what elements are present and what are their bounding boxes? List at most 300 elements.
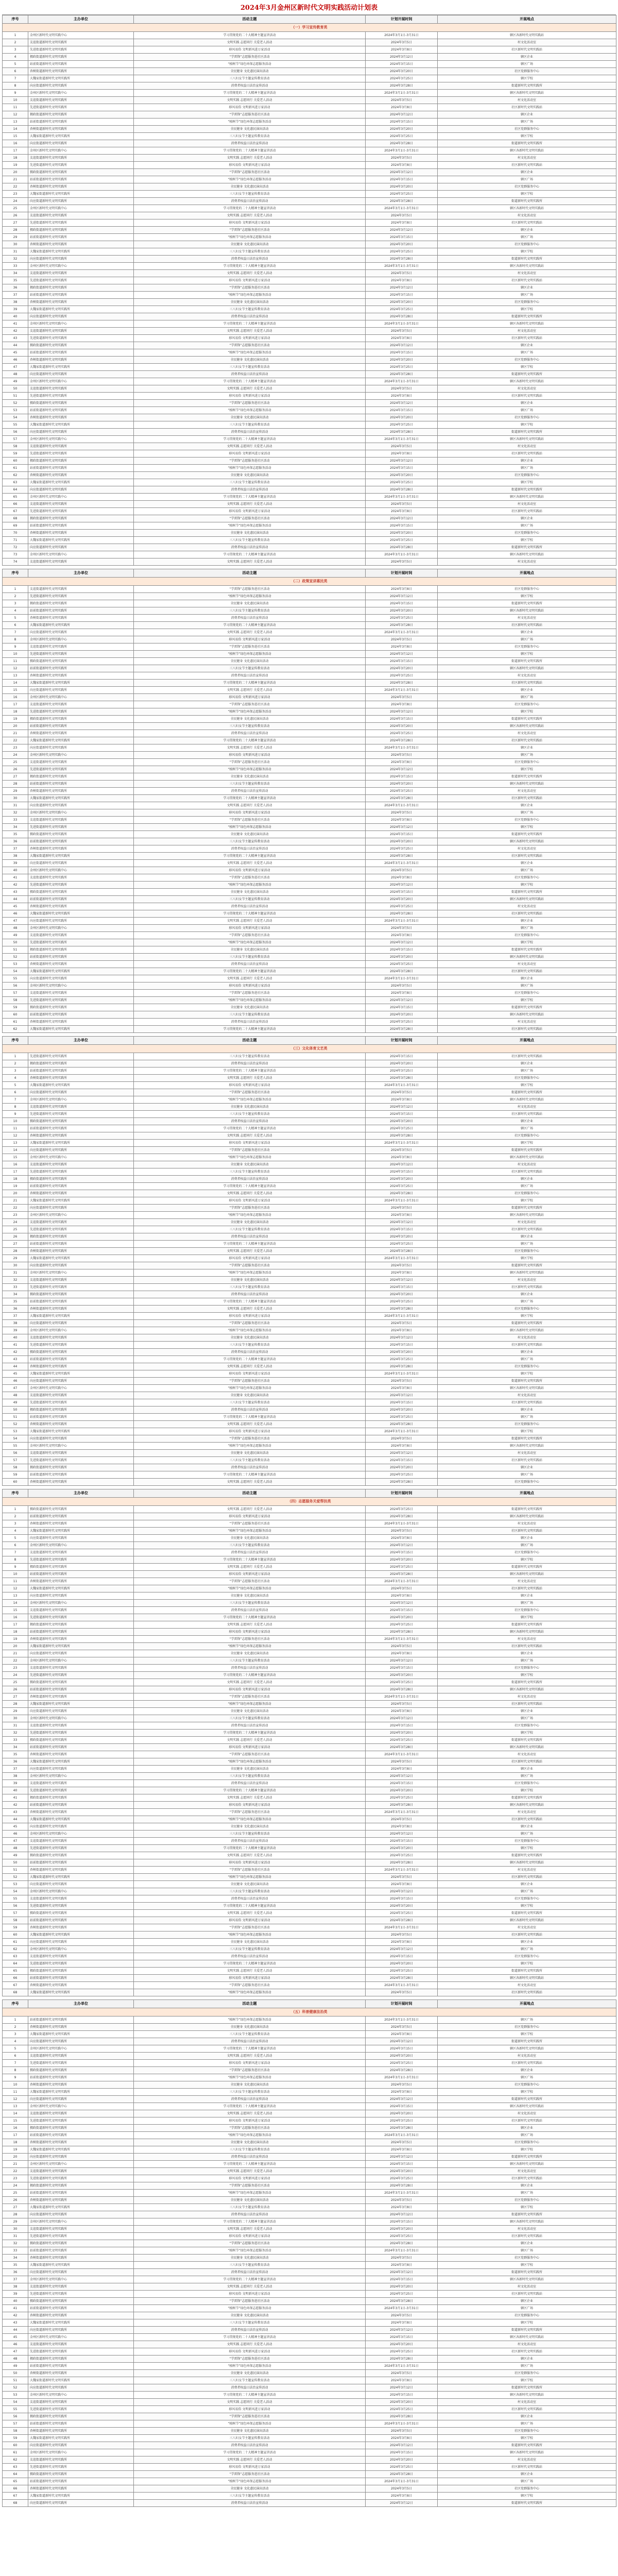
table-row xyxy=(3,1284,616,1291)
cell-place: 辖区学校 xyxy=(438,1082,616,1089)
cell-no: 43 xyxy=(3,1809,28,1816)
cell-no: 58 xyxy=(3,1917,28,1924)
cell-time: 2024年3月28日 xyxy=(366,2298,438,2305)
cell-unit: 金州区新时代文明实践中心 xyxy=(28,90,134,97)
cell-topic: 学习贯彻党的二十大精神主题宣讲活动 xyxy=(134,853,366,860)
cell-place: 社区新时代文明实践站 xyxy=(438,910,616,918)
table-row xyxy=(3,2413,616,2420)
cell-no: 55 xyxy=(3,1443,28,1450)
table-row xyxy=(3,730,616,737)
cell-unit: 先进街道新时代文明实践所 xyxy=(28,1399,134,1406)
cell-place: 村文化活动室 xyxy=(438,2168,616,2175)
cell-no: 56 xyxy=(3,1903,28,1910)
cell-unit: 大魏家街道新时代文明实践所 xyxy=(28,1758,134,1766)
cell-no: 61 xyxy=(3,1019,28,1026)
cell-topic: 三八妇女节主题宣传教育活动 xyxy=(134,2377,366,2384)
cell-unit: 拥政街道新时代文明实践所 xyxy=(28,169,134,176)
cell-no: 6 xyxy=(3,622,28,629)
cell-time: 2024年3月1日-3月31日 xyxy=(366,263,438,270)
cell-unit: 大魏家街道新时代文明实践所 xyxy=(28,622,134,629)
cell-place: 村文化活动室 xyxy=(438,2226,616,2233)
table-row xyxy=(3,551,616,558)
cell-time: 2024年3月15日 xyxy=(366,292,438,299)
cell-unit: 向应街道新时代文明实践所 xyxy=(28,2154,134,2161)
cell-no: 57 xyxy=(3,436,28,443)
cell-topic: 全民健身 文化惠民演出活动 xyxy=(134,1592,366,1600)
table-row xyxy=(3,1737,616,1744)
cell-topic: “学雷锋”志愿服务进社区活动 xyxy=(134,457,366,465)
table-row xyxy=(3,1874,616,1881)
cell-unit: 金州区新时代文明实践中心 xyxy=(28,982,134,990)
cell-unit: 站前街道新时代文明实践所 xyxy=(28,1125,134,1132)
cell-no: 35 xyxy=(3,1298,28,1306)
cell-place: 社区新时代文明实践站 xyxy=(438,622,616,629)
table-row xyxy=(3,1852,616,1859)
cell-no: 44 xyxy=(3,1363,28,1370)
cell-place: 社区党群服务中心 xyxy=(438,817,616,824)
cell-topic: “学雷锋”志愿服务进社区活动 xyxy=(134,874,366,882)
cell-no: 48 xyxy=(3,371,28,378)
cell-unit: 站前街道新时代文明实践所 xyxy=(28,1067,134,1075)
cell-unit: 拥政街道新时代文明实践所 xyxy=(28,2298,134,2305)
cell-unit: 站前街道新时代文明实践所 xyxy=(28,234,134,241)
cell-topic: 消费者权益日法治宣传活动 xyxy=(134,1019,366,1026)
cell-time: 2024年3月25日 xyxy=(366,479,438,486)
cell-topic: 移风易俗 文明新风进万家活动 xyxy=(134,1370,366,1378)
cell-place: 辖区广场 xyxy=(438,636,616,643)
table-row xyxy=(3,2420,616,2428)
cell-unit: 向应街道新时代文明实践所 xyxy=(28,82,134,90)
cell-no: 27 xyxy=(3,773,28,781)
cell-topic: 消费者权益日法治宣传活动 xyxy=(134,140,366,147)
cell-topic: “学雷锋”志愿服务进社区活动 xyxy=(134,1089,366,1096)
cell-time: 2024年3月12日 xyxy=(366,1831,438,1838)
cell-unit: 杏树街道新时代文明实践所 xyxy=(28,615,134,622)
cell-topic: 消费者权益日法治宣传活动 xyxy=(134,1780,366,1787)
cell-no: 50 xyxy=(3,1406,28,1414)
cell-unit: 杏树街道新时代文明实践所 xyxy=(28,2428,134,2435)
table-row xyxy=(3,651,616,658)
cell-time: 2024年3月25日 xyxy=(366,1621,438,1629)
cell-topic: “植树节”绿色环保志愿服务活动 xyxy=(134,1585,366,1592)
header-place: 开展地点 xyxy=(438,15,616,24)
cell-topic: 全民健身 文化惠民演出活动 xyxy=(134,716,366,723)
cell-unit: 友谊街道新时代文明实践所 xyxy=(28,990,134,997)
table-row xyxy=(3,2269,616,2276)
cell-topic: 消费者权益日法治宣传活动 xyxy=(134,2384,366,2392)
table-row xyxy=(3,1327,616,1334)
cell-unit: 站前街道新时代文明实践所 xyxy=(28,407,134,414)
cell-topic: 三八妇女节主题宣传教育活动 xyxy=(134,896,366,903)
cell-unit: 金州区新时代文明实践中心 xyxy=(28,2334,134,2341)
cell-topic: “学雷锋”志愿服务进社区活动 xyxy=(134,1578,366,1585)
cell-unit: 杏树街道新时代文明实践所 xyxy=(28,1306,134,1313)
cell-no: 4 xyxy=(3,1075,28,1082)
cell-place: 社区党群服务中心 xyxy=(438,1953,616,1960)
cell-time: 2024年3月5日 xyxy=(366,39,438,46)
cell-no: 60 xyxy=(3,1011,28,1019)
cell-no: 57 xyxy=(3,2420,28,2428)
cell-topic: “植树节”绿色环保志愿服务活动 xyxy=(134,2247,366,2255)
table-row xyxy=(3,2464,616,2471)
cell-time: 2024年3月8日 xyxy=(366,1154,438,1161)
cell-time: 2024年3月12日 xyxy=(366,169,438,176)
cell-place: 街道新时代文明实践所 xyxy=(438,2096,616,2103)
cell-topic: 移风易俗 文明新风进万家活动 xyxy=(134,1975,366,1982)
cell-topic: 移风易俗 文明新风进万家活动 xyxy=(134,104,366,111)
cell-no: 46 xyxy=(3,357,28,364)
cell-place: 辖区广场 xyxy=(438,1946,616,1953)
cell-unit: 大魏家街道新时代文明实践所 xyxy=(28,910,134,918)
cell-topic: “学雷锋”志愿服务进社区活动 xyxy=(134,342,366,349)
cell-time: 2024年3月25日 xyxy=(366,2348,438,2355)
table-row xyxy=(3,867,616,874)
cell-no: 13 xyxy=(3,672,28,680)
cell-no: 37 xyxy=(3,845,28,853)
header-unit: 主办单位 xyxy=(28,15,134,24)
cell-time: 2024年3月20日 xyxy=(366,1730,438,1737)
cell-time: 2024年3月5日 xyxy=(366,752,438,759)
cell-topic: “植树节”绿色环保志愿服务活动 xyxy=(134,522,366,530)
table-row xyxy=(3,400,616,407)
cell-time: 2024年3月8日 xyxy=(366,874,438,882)
cell-time: 2024年3月8日 xyxy=(366,1212,438,1219)
cell-no: 51 xyxy=(3,2377,28,2384)
cell-topic: “学雷锋”志愿服务进社区活动 xyxy=(134,1147,366,1154)
cell-time: 2024年3月1日-3月31日 xyxy=(366,1693,438,1701)
cell-topic: 移风易俗 文明新风进万家活动 xyxy=(134,1140,366,1147)
cell-no: 52 xyxy=(3,1421,28,1428)
cell-time: 2024年3月12日 xyxy=(366,227,438,234)
cell-place: 辖区企业 xyxy=(438,1708,616,1715)
header-unit: 主办单位 xyxy=(28,1037,134,1045)
cell-unit: 向应街道新时代文明实践所 xyxy=(28,1089,134,1096)
cell-no: 20 xyxy=(3,169,28,176)
cell-topic: 学习贯彻党的二十大精神主题宣讲活动 xyxy=(134,1845,366,1852)
table-row xyxy=(3,140,616,147)
cell-unit: 杏树街道新时代文明实践所 xyxy=(28,2485,134,2493)
cell-unit: 大魏家街道新时代文明实践所 xyxy=(28,1585,134,1592)
cell-topic: “学雷锋”志愿服务进社区活动 xyxy=(134,54,366,61)
cell-topic: 文明实践 志愿同行 关爱老人活动 xyxy=(134,2168,366,2175)
cell-time: 2024年3月8日 xyxy=(366,450,438,457)
cell-no: 1 xyxy=(3,2016,28,2024)
cell-place: 村文化活动室 xyxy=(438,1104,616,1111)
cell-time: 2024年3月12日 xyxy=(366,2154,438,2161)
cell-time: 2024年3月12日 xyxy=(366,2211,438,2218)
cell-topic: “学雷锋”志愿服务进社区活动 xyxy=(134,1378,366,1385)
cell-topic: “植树节”绿色环保志愿服务活动 xyxy=(134,1443,366,1450)
cell-topic: 消费者权益日法治宣传活动 xyxy=(134,1464,366,1471)
cell-unit: 先进街道新时代文明实践所 xyxy=(28,2060,134,2067)
table-row xyxy=(3,2276,616,2283)
table-row xyxy=(3,544,616,551)
cell-place: 辖区学校 xyxy=(438,1197,616,1205)
cell-place: 街道新时代文明实践所 xyxy=(438,1679,616,1686)
cell-time: 2024年3月12日 xyxy=(366,1161,438,1168)
cell-time: 2024年3月5日 xyxy=(366,1435,438,1443)
cell-topic: “植树节”绿色环保志愿服务活动 xyxy=(134,1212,366,1219)
cell-unit: 杏树街道新时代文明实践所 xyxy=(28,1982,134,1989)
cell-no: 59 xyxy=(3,1471,28,1479)
cell-no: 11 xyxy=(3,1578,28,1585)
cell-time: 2024年3月28日 xyxy=(366,429,438,436)
cell-time: 2024年3月28日 xyxy=(366,1917,438,1924)
table-row xyxy=(3,1154,616,1161)
cell-place: 街道新时代文明实践所 xyxy=(438,2500,616,2507)
cell-unit: 杏树街道新时代文明实践所 xyxy=(28,845,134,853)
cell-no: 5 xyxy=(3,1082,28,1089)
cell-unit: 向应街道新时代文明实践所 xyxy=(28,313,134,320)
cell-topic: 学习贯彻党的二十大精神主题宣讲活动 xyxy=(134,1787,366,1794)
cell-time: 2024年3月28日 xyxy=(366,1306,438,1313)
table-row xyxy=(3,176,616,183)
cell-topic: 全民健身 文化惠民演出活动 xyxy=(134,1004,366,1011)
cell-topic: 文明实践 志愿同行 关爱老人活动 xyxy=(134,687,366,694)
cell-unit: 站前街道新时代文明实践所 xyxy=(28,1744,134,1751)
cell-time: 2024年3月5日 xyxy=(366,867,438,874)
cell-place: 社区党群服务中心 xyxy=(438,1248,616,1255)
cell-unit: 金州区新时代文明实践中心 xyxy=(28,2161,134,2168)
cell-place: 辖区学校 xyxy=(438,1787,616,1794)
cell-unit: 大魏家街道新时代文明实践所 xyxy=(28,364,134,371)
cell-place: 辖区学校 xyxy=(438,708,616,716)
table-row xyxy=(3,1378,616,1385)
cell-no: 16 xyxy=(3,2125,28,2132)
cell-time: 2024年3月25日 xyxy=(366,1852,438,1859)
table-row xyxy=(3,1657,616,1665)
cell-topic: “植树节”绿色环保志愿服务活动 xyxy=(134,407,366,414)
table-row xyxy=(3,2406,616,2413)
cell-place: 社区党群服务中心 xyxy=(438,299,616,306)
cell-place: 辖区各新时代文明实践站 xyxy=(438,1327,616,1334)
cell-unit: 金州区新时代文明实践中心 xyxy=(28,494,134,501)
cell-unit: 拥政街道新时代文明实践所 xyxy=(28,1233,134,1241)
cell-unit: 向应街道新时代文明实践所 xyxy=(28,2038,134,2045)
cell-time: 2024年3月15日 xyxy=(366,2218,438,2226)
cell-topic: “植树节”绿色环保志愿服务活动 xyxy=(134,1385,366,1392)
cell-unit: 向应街道新时代文明实践所 xyxy=(28,2327,134,2334)
cell-time: 2024年3月1日-3月31日 xyxy=(366,687,438,694)
cell-time: 2024年3月5日 xyxy=(366,925,438,932)
cell-no: 4 xyxy=(3,607,28,615)
cell-place: 街道新时代文明实践所 xyxy=(438,1004,616,1011)
cell-unit: 金州区新时代文明实践中心 xyxy=(28,694,134,701)
cell-no: 66 xyxy=(3,1975,28,1982)
cell-place: 社区新时代文明实践站 xyxy=(438,2406,616,2413)
cell-unit: 向应街道新时代文明实践所 xyxy=(28,1378,134,1385)
cell-topic: 消费者权益日法治宣传活动 xyxy=(134,730,366,737)
cell-no: 16 xyxy=(3,1614,28,1621)
table-row xyxy=(3,393,616,400)
cell-place: 社区新时代文明实践站 xyxy=(438,1399,616,1406)
activity-tables xyxy=(0,15,618,2507)
cell-time: 2024年3月15日 xyxy=(366,1722,438,1730)
cell-topic: 文明实践 志愿同行 关爱老人活动 xyxy=(134,1190,366,1197)
cell-place: 辖区广场 xyxy=(438,61,616,68)
table-row xyxy=(3,1679,616,1686)
cell-topic: 移风易俗 文明新风进万家活动 xyxy=(134,2175,366,2182)
cell-no: 32 xyxy=(3,256,28,263)
cell-no: 26 xyxy=(3,212,28,219)
cell-place: 辖区各新时代文明实践站 xyxy=(438,378,616,385)
cell-place: 辖区广场 xyxy=(438,1356,616,1363)
cell-no: 3 xyxy=(3,1067,28,1075)
cell-time: 2024年3月8日 xyxy=(366,759,438,766)
cell-unit: 友谊街道新时代文明实践所 xyxy=(28,2168,134,2175)
table-row xyxy=(3,111,616,118)
section-label: （四）志愿服务关爱帮扶类 xyxy=(3,1498,616,1506)
table-row xyxy=(3,1089,616,1096)
cell-place: 村文化活动室 xyxy=(438,1520,616,1528)
cell-no: 63 xyxy=(3,1953,28,1960)
cell-topic: “植树节”绿色环保志愿服务活动 xyxy=(134,1528,366,1535)
cell-unit: 大魏家街道新时代文明实践所 xyxy=(28,2031,134,2038)
cell-unit: 向应街道新时代文明实践所 xyxy=(28,1592,134,1600)
cell-time: 2024年3月1日-3月31日 xyxy=(366,1520,438,1528)
table-row xyxy=(3,2182,616,2190)
cell-topic: 移风易俗 文明新风进万家活动 xyxy=(134,162,366,169)
table-row xyxy=(3,2218,616,2226)
section-row xyxy=(3,1498,616,1506)
cell-topic: 文明实践 志愿同行 关爱老人活动 xyxy=(134,2053,366,2060)
cell-no: 4 xyxy=(3,54,28,61)
cell-no: 14 xyxy=(3,680,28,687)
cell-place: 辖区各新时代文明实践站 xyxy=(438,494,616,501)
cell-topic: 文明实践 志愿同行 关爱老人活动 xyxy=(134,1479,366,1486)
cell-time: 2024年3月20日 xyxy=(366,183,438,191)
cell-topic: “植树节”绿色环保志愿服务活动 xyxy=(134,824,366,831)
cell-topic: 学习贯彻党的二十大精神主题宣讲活动 xyxy=(134,551,366,558)
cell-place: 社区新时代文明实践站 xyxy=(438,2348,616,2355)
table-row xyxy=(3,1621,616,1629)
cell-time: 2024年3月12日 xyxy=(366,54,438,61)
cell-no: 9 xyxy=(3,1564,28,1571)
cell-topic: 文明实践 志愿同行 关爱老人活动 xyxy=(134,2226,366,2233)
cell-place: 社区党群服务中心 xyxy=(438,183,616,191)
cell-time: 2024年3月28日 xyxy=(366,198,438,205)
cell-unit: 大魏家街道新时代文明实践所 xyxy=(28,2435,134,2442)
cell-unit: 杏树街道新时代文明实践所 xyxy=(28,2255,134,2262)
table-row xyxy=(3,853,616,860)
table-row xyxy=(3,672,616,680)
cell-unit: 拥政街道新时代文明实践所 xyxy=(28,1564,134,1571)
cell-place: 社区新时代文明实践站 xyxy=(438,1874,616,1881)
cell-no: 31 xyxy=(3,1722,28,1730)
cell-place: 辖区企业 xyxy=(438,918,616,925)
header-no: 序号 xyxy=(3,1037,28,1045)
cell-unit: 向应街道新时代文明实践所 xyxy=(28,744,134,752)
cell-topic: 全民健身 文化惠民演出活动 xyxy=(134,831,366,838)
cell-unit: 友谊街道新时代文明实践所 xyxy=(28,328,134,335)
table-row xyxy=(3,788,616,795)
cell-place: 辖区企业 xyxy=(438,1823,616,1831)
cell-unit: 站前街道新时代文明实践所 xyxy=(28,1356,134,1363)
table-row xyxy=(3,342,616,349)
cell-unit: 金州区新时代文明实践中心 xyxy=(28,1600,134,1607)
cell-topic: “植树节”绿色环保志愿服务活动 xyxy=(134,176,366,183)
cell-unit: 站前街道新时代文明实践所 xyxy=(28,1802,134,1809)
cell-no: 30 xyxy=(3,1715,28,1722)
cell-unit: 友谊街道新时代文明实践所 xyxy=(28,97,134,104)
cell-unit: 站前街道新时代文明实践所 xyxy=(28,1298,134,1306)
cell-time: 2024年3月15日 xyxy=(366,407,438,414)
cell-unit: 拥政街道新时代文明实践所 xyxy=(28,1291,134,1298)
cell-no: 20 xyxy=(3,2154,28,2161)
cell-place: 辖区各新时代文明实践站 xyxy=(438,1571,616,1578)
cell-no: 47 xyxy=(3,1838,28,1845)
cell-time: 2024年3月8日 xyxy=(366,219,438,227)
cell-unit: 大魏家街道新时代文明实践所 xyxy=(28,1428,134,1435)
cell-place: 村文化活动室 xyxy=(438,1277,616,1284)
document-title: 2024年3月金州区新时代文明实践活动计划表 xyxy=(2,3,616,15)
cell-topic: 学习贯彻党的二十大精神主题宣讲活动 xyxy=(134,1125,366,1132)
cell-topic: 文明实践 志愿同行 关爱老人活动 xyxy=(134,1506,366,1513)
cell-topic: 文明实践 志愿同行 关爱老人活动 xyxy=(134,1737,366,1744)
table-row xyxy=(3,781,616,788)
cell-no: 38 xyxy=(3,2283,28,2291)
cell-no: 37 xyxy=(3,292,28,299)
cell-time: 2024年3月15日 xyxy=(366,1780,438,1787)
cell-unit: 向应街道新时代文明实践所 xyxy=(28,1262,134,1269)
cell-unit: 友谊街道新时代文明实践所 xyxy=(28,443,134,450)
cell-unit: 拥政街道新时代文明实践所 xyxy=(28,1794,134,1802)
cell-no: 19 xyxy=(3,162,28,169)
cell-no: 12 xyxy=(3,665,28,672)
cell-no: 34 xyxy=(3,2255,28,2262)
cell-place: 辖区企业 xyxy=(438,975,616,982)
cell-unit: 拥政街道新时代文明实践所 xyxy=(28,1910,134,1917)
cell-unit: 拥政街道新时代文明实践所 xyxy=(28,2471,134,2478)
cell-topic: 三八妇女节主题宣传教育活动 xyxy=(134,2493,366,2500)
cell-topic: 消费者权益日法治宣传活动 xyxy=(134,1953,366,1960)
table-row xyxy=(3,802,616,809)
table-row xyxy=(3,665,616,672)
cell-time: 2024年3月1日-3月31日 xyxy=(366,802,438,809)
cell-no: 22 xyxy=(3,2168,28,2175)
cell-place: 辖区广场 xyxy=(438,1657,616,1665)
cell-topic: 全民健身 文化惠民演出活动 xyxy=(134,2485,366,2493)
cell-topic: “植树节”绿色环保志愿服务活动 xyxy=(134,61,366,68)
table-row xyxy=(3,1600,616,1607)
cell-place: 社区党群服务中心 xyxy=(438,1363,616,1370)
cell-place: 村文化活动室 xyxy=(438,1334,616,1342)
cell-topic: “学雷锋”志愿服务进社区活动 xyxy=(134,932,366,939)
cell-unit: 向应街道新时代文明实践所 xyxy=(28,2269,134,2276)
cell-place: 街道新时代文明实践所 xyxy=(438,140,616,147)
table-row xyxy=(3,918,616,925)
cell-unit: 拥政街道新时代文明实践所 xyxy=(28,2240,134,2247)
cell-no: 49 xyxy=(3,2363,28,2370)
table-row xyxy=(3,1831,616,1838)
header-unit: 主办单位 xyxy=(28,1489,134,1498)
cell-time: 2024年3月12日 xyxy=(366,342,438,349)
cell-unit: 站前街道新时代文明实践所 xyxy=(28,2247,134,2255)
table-row xyxy=(3,371,616,378)
cell-unit: 杏树街道新时代文明实践所 xyxy=(28,1867,134,1874)
cell-place: 社区新时代文明实践站 xyxy=(438,393,616,400)
header-topic: 活动主题 xyxy=(134,15,366,24)
cell-place: 村文化活动室 xyxy=(438,845,616,853)
cell-place: 村文化活动室 xyxy=(438,903,616,910)
cell-place: 社区党群服务中心 xyxy=(438,643,616,651)
cell-place: 村文化活动室 xyxy=(438,2053,616,2060)
cell-no: 18 xyxy=(3,1176,28,1183)
cell-no: 44 xyxy=(3,2327,28,2334)
table-row xyxy=(3,658,616,665)
cell-unit: 向应街道新时代文明实践所 xyxy=(28,1435,134,1443)
table-row xyxy=(3,183,616,191)
